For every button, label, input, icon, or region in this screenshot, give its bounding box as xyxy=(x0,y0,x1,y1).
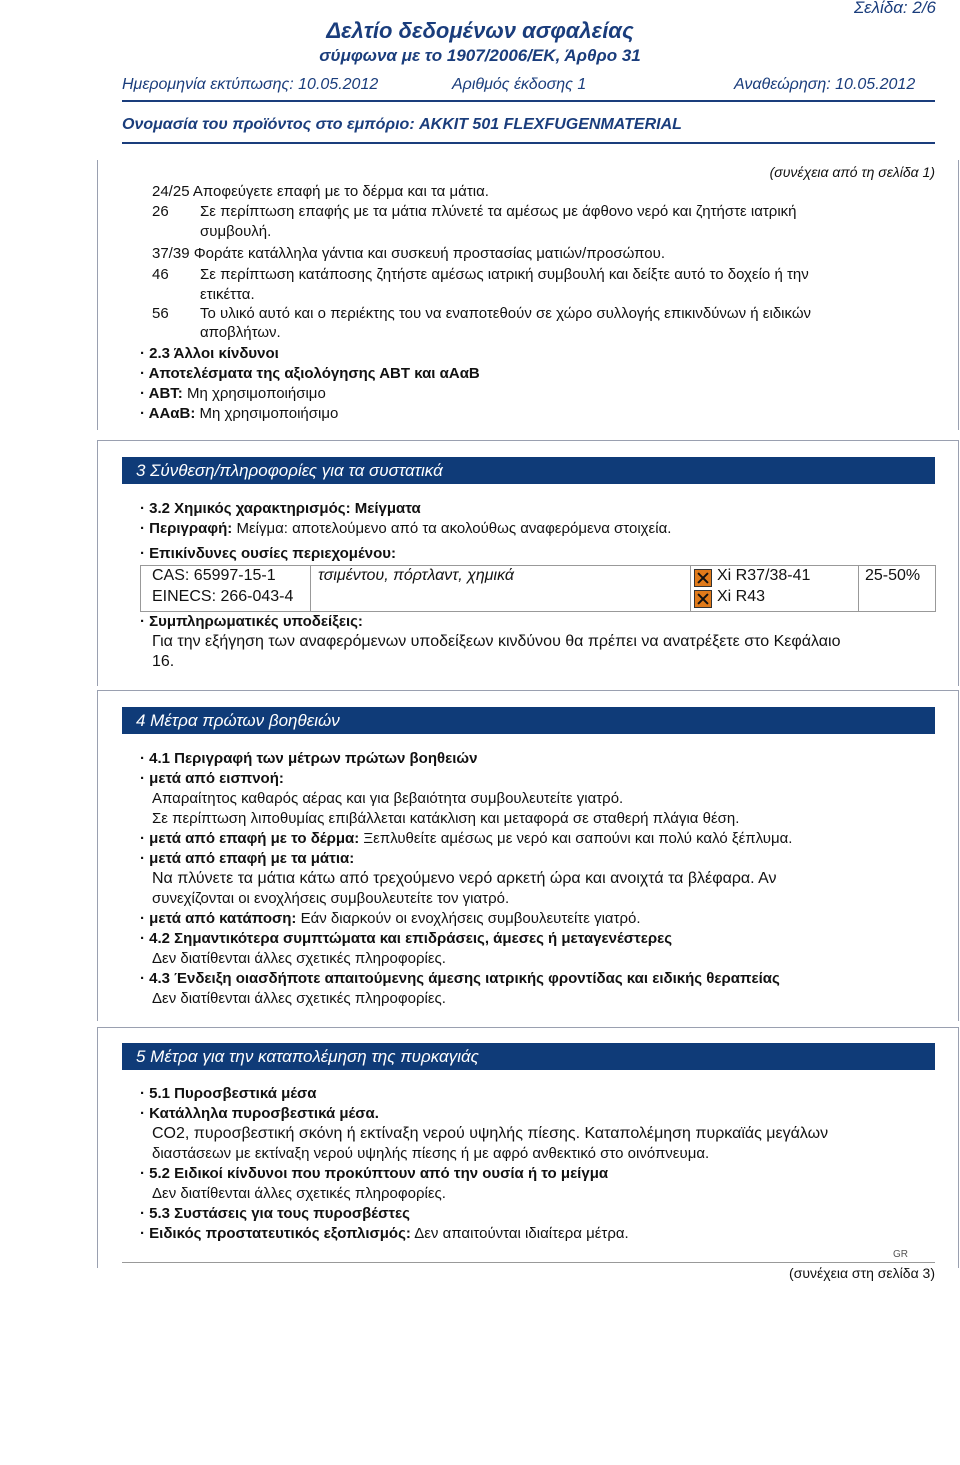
section-4-heading: 4 Μέτρα πρώτων βοηθειών xyxy=(122,707,935,734)
eye-contact-line-2: συνεχίζονται οι ενοχλήσεις συμβουλευτείτε τον γιατρό. xyxy=(152,890,510,907)
suitable-media-line-2: διαστάσεων με εκτίναξη νερού υψηλής πίεσης ή με αφρό ανθεκτικό στο οινόπνευμα. xyxy=(152,1145,710,1162)
phrase-26-text: Σε περίπτωση επαφής με τα μάτια πλύνετέ τα αμέσως με άφθονο νερό και ζητήστε ιατρική xyxy=(200,203,797,220)
symptoms-text: Δεν διατίθενται άλλες σχετικές πληροφορίες. xyxy=(152,950,446,967)
first-aid-description: · 4.1 Περιγραφή των μέτρων πρώτων βοηθειών xyxy=(140,750,478,767)
print-date: Ημερομηνία εκτύπωσης: 10.05.2012 xyxy=(122,76,379,93)
continued-from: (συνέχεια από τη σελίδα 1) xyxy=(769,164,935,180)
vpvb-line: · ΑΑαΒ: Μη χρησιμοποιήσιμο xyxy=(140,405,339,422)
additional-info-text: Για την εξήγηση των αναφερόμενων υποδείξεων κινδύνου θα πρέπει να ανατρέξετε στο Κεφάλαιο xyxy=(152,633,841,650)
language-code: GR xyxy=(893,1249,908,1260)
concentration: 25-50% xyxy=(865,567,921,584)
component-name: τσιμέντου, πόρτλαντ, χημικά xyxy=(318,567,515,584)
continued-to: (συνέχεια στη σελίδα 3) xyxy=(789,1265,935,1281)
medical-attention-text: Δεν διατίθενται άλλες σχετικές πληροφορίες. xyxy=(152,990,446,1007)
risk-phrase-1: Xi R37/38-41 xyxy=(717,567,811,584)
protective-equipment-line: · Ειδικός προστατευτικός εξοπλισμός: Δεν απαιτούνται ιδιαίτερα μέτρα. xyxy=(140,1225,629,1242)
phrase-24-25: 24/25 Αποφεύγετε επαφή με το δέρμα και τα μάτια. xyxy=(152,183,489,200)
einecs-number: EINECS: 266-043-4 xyxy=(152,588,294,605)
page-number: Σελίδα: 2/6 xyxy=(853,0,936,17)
additional-info-cont: 16. xyxy=(152,653,175,670)
risk-phrase-2: Xi R43 xyxy=(717,588,766,605)
inhalation-line-1: Απαραίτητος καθαρός αέρας και για βεβαιότητα συμβουλευτείτε γιατρό. xyxy=(152,790,624,807)
chemical-characterisation: · 3.2 Χημικός χαρακτηρισμός: Μείγματα xyxy=(140,500,421,517)
suitable-media-label: · Κατάλληλα πυροσβεστικά μέσα. xyxy=(140,1105,379,1122)
section-3-heading: 3 Σύνθεση/πληροφορίες για τα συστατικά xyxy=(122,457,935,484)
additional-info-label: · Συμπληρωματικές υποδείξεις: xyxy=(140,613,363,630)
table-divider xyxy=(690,565,691,611)
firefighters-advice-heading: · 5.3 Συστάσεις για τους πυροσβέστες xyxy=(140,1205,410,1222)
version-number: Αριθμός έκδοσης 1 xyxy=(452,76,587,93)
hazardous-components-label: · Επικίνδυνες ουσίες περιεχομένου: xyxy=(140,545,396,562)
inhalation-line-2: Σε περίπτωση λιποθυμίας επιβάλλεται κατάκλιση και μεταφορά σε σταθερή πλάγια θέση. xyxy=(152,810,740,827)
document-title: Δελτίο δεδομένων ασφαλείας xyxy=(326,18,634,43)
header-rule xyxy=(122,100,935,102)
phrase-46-cont: ετικέττα. xyxy=(200,286,255,303)
pbt-line: · ΑΒΤ: Μη χρησιμοποιήσιμο xyxy=(140,385,326,402)
cas-number: CAS: 65997-15-1 xyxy=(152,567,276,584)
phrase-56-text: Το υλικό αυτό και ο περιέκτης του να εναποτεθούν σε χώρο συλλογής επικινδύνων ή ειδικών xyxy=(200,305,812,322)
section-5-heading: 5 Μέτρα για την καταπολέμηση της πυρκαγιάς xyxy=(122,1043,935,1070)
suitable-media-line-1: CO2, πυροσβεστική σκόνη ή εκτίναξη νερού υψηλής πίεσης. Καταπολέμηση πυρκαϊάς μεγάλων xyxy=(152,1125,829,1142)
product-name: Ονομασία του προϊόντος στο εμπόριο: AKKIT 501 FLEXFUGENMATERIAL xyxy=(122,116,682,133)
eye-contact-line-1: Να πλύνετε τα μάτια κάτω από τρεχούμενο νερό αρκετή ώρα και ανοιχτά τα βλέφαρα. Αν xyxy=(152,870,777,887)
phrase-56-code: 56 xyxy=(152,305,169,322)
eye-contact-label: · μετά από επαφή με τα μάτια: xyxy=(140,850,355,867)
table-divider xyxy=(858,565,859,611)
description-line: · Περιγραφή: Μείγμα: αποτελούμενο από τα ακολούθως αναφερόμενα στοιχεία. xyxy=(140,520,672,537)
extinguishing-media-heading: · 5.1 Πυροσβεστικά μέσα xyxy=(140,1085,317,1102)
document-subtitle: σύμφωνα με το 1907/2006/ΕΚ, Άρθρο 31 xyxy=(319,46,641,65)
special-hazards-text: Δεν διατίθενται άλλες σχετικές πληροφορίες. xyxy=(152,1185,446,1202)
phrase-26-cont: συμβουλή. xyxy=(200,223,272,240)
skin-contact-line: · μετά από επαφή με το δέρμα: Ξεπλυθείτε αμέσως με νερό και σαπούνι και πολύ καλό ξέπλυμα. xyxy=(140,830,793,847)
phrase-37-39: 37/39 Φοράτε κατάλληλα γάντια και συσκευή προστασίας ματιών/προσώπου. xyxy=(152,245,666,262)
inhalation-label: · μετά από εισπνοή: xyxy=(140,770,284,787)
medical-attention-heading: · 4.3 Ένδειξη οιασδήποτε απαιτούμενης άμεσης ιατρικής φροντίδας και ειδικής θεραπείας xyxy=(140,970,780,987)
irritant-hazard-icon xyxy=(694,590,712,608)
footer-rule xyxy=(122,1262,935,1263)
phrase-26-code: 26 xyxy=(152,203,169,220)
phrase-56-cont: αποβλήτων. xyxy=(200,324,281,341)
irritant-hazard-icon xyxy=(694,569,712,587)
phrase-46-text: Σε περίπτωση κατάποσης ζητήστε αμέσως ιατρική συμβουλή και δείξτε αυτό το δοχείο ή την xyxy=(200,266,809,283)
revision-date: Αναθεώρηση: 10.05.2012 xyxy=(734,76,916,93)
special-hazards-heading: · 5.2 Ειδικοί κίνδυνοι που προκύπτουν από την ουσία ή το μείγμα xyxy=(140,1165,609,1182)
pbt-assessment-heading: · Αποτελέσματα της αξιολόγησης ΑΒΤ και αΑαΒ xyxy=(140,365,480,382)
phrase-46-code: 46 xyxy=(152,266,169,283)
other-hazards-heading: · 2.3 Άλλοι κίνδυνοι xyxy=(140,345,279,362)
table-divider xyxy=(310,565,311,611)
ingestion-line: · μετά από κατάποση: Εάν διαρκούν οι ενοχλήσεις συμβουλευτείτε γιατρό. xyxy=(140,910,641,927)
symptoms-heading: · 4.2 Σημαντικότερα συμπτώματα και επιδράσεις, άμεσες ή μεταγενέστερες xyxy=(140,930,673,947)
product-rule xyxy=(122,142,935,144)
